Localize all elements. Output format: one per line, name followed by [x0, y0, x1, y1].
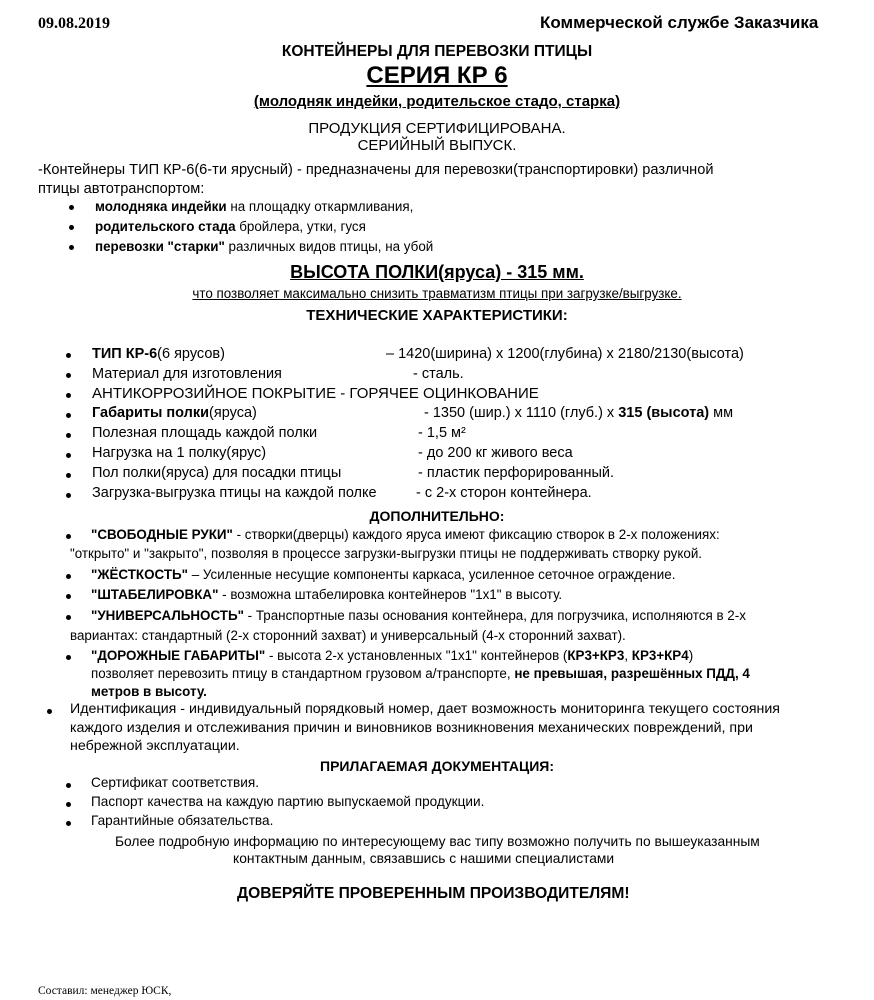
bullet-icon	[69, 205, 74, 210]
series-subtitle-wrap	[0, 93, 874, 110]
spec-area-label: Полезная площадь каждой полки	[92, 425, 318, 441]
spec-shelf-dims-label: Габариты полки(яруса)	[92, 405, 257, 421]
bullet-icon	[69, 245, 74, 250]
bullet-icon	[66, 393, 71, 398]
bullet-icon	[66, 473, 71, 478]
intro-line-2: птицы автотранспортом:	[38, 181, 205, 197]
extra-free-hands-cont: "открыто" и "закрыто", позволяя в процессе загрузки-выгрузки птицы не поддерживать створку рукой.	[70, 546, 703, 561]
series-title: СЕРИЯ КР 6	[366, 62, 508, 89]
bullet-icon	[66, 534, 71, 539]
bullet-icon	[69, 225, 74, 230]
recipient-line: Коммерческой службе Заказчика	[540, 13, 819, 32]
spec-material-label: Материал для изготовления	[92, 366, 282, 382]
spec-area-value: - 1,5 м²	[418, 425, 466, 441]
extra-rigidity: "ЖЁСТКОСТЬ" – Усиленные несущие компоненты каркаса, усиленное сеточное ограждение.	[91, 567, 676, 582]
shelf-height-wrap	[0, 262, 874, 283]
spec-load-label: Нагрузка на 1 полку(ярус)	[92, 445, 267, 461]
docs-heading: ПРИЛАГАЕМАЯ ДОКУМЕНТАЦИЯ:	[320, 758, 554, 774]
extra-ident-cont: каждого изделия и отслеживания причин и виновников возникновения механических повреждений, при	[70, 720, 753, 736]
spec-coating: АНТИКОРРОЗИЙНОЕ ПОКРЫТИЕ - ГОРЯЧЕЕ ОЦИНКОВАНИЕ	[92, 385, 539, 402]
spec-floor-label: Пол полки(яруса) для посадки птицы	[92, 465, 342, 481]
spec-loading-value: - с 2-х сторон контейнера.	[416, 485, 592, 501]
certified-line: ПРОДУКЦИЯ СЕРТИФИЦИРОВАНА.	[308, 120, 566, 137]
docs-item: Сертификат соответствия.	[91, 775, 259, 790]
intro-item: молодняка индейки на площадку откармливания,	[95, 199, 414, 214]
bullet-icon	[66, 433, 71, 438]
intro-item: родительского стада бройлера, утки, гуся	[95, 219, 366, 234]
shelf-height-heading: ВЫСОТА ПОЛКИ(яруса) - 315 мм.	[290, 262, 584, 282]
bullet-icon	[66, 574, 71, 579]
extra-road: "ДОРОЖНЫЕ ГАБАРИТЫ" - высота 2-х установленных "1х1" контейнеров (КР3+КР3, КР3+КР4)	[91, 648, 694, 663]
spec-loading-label: Загрузка-выгрузка птицы на каждой полке	[92, 485, 377, 501]
bullet-icon	[66, 493, 71, 498]
extra-ident: Идентификация - индивидуальный порядковый номер, дает возможность мониторинга текущего состояния	[70, 701, 780, 717]
bullet-icon	[66, 615, 71, 620]
slogan: ДОВЕРЯЙТЕ ПРОВЕРЕННЫМ ПРОИЗВОДИТЕЛЯМ!	[237, 885, 630, 902]
contact-line-1: Более подробную информацию по интересующему вас типу возможно получить по вышеуказанным	[115, 834, 760, 849]
spec-material-value: - сталь.	[413, 366, 464, 382]
contact-line-2: контактным данным, связавшись с нашими специалистами	[233, 851, 615, 866]
bullet-icon	[47, 709, 52, 714]
extra-free-hands: "СВОБОДНЫЕ РУКИ" - створки(дверцы) каждого яруса имеют фиксацию створок в 2-х положениях:	[91, 527, 720, 542]
bullet-icon	[66, 783, 71, 788]
extra-road-cont-2: метров в высоту.	[91, 684, 207, 699]
extra-universal: "УНИВЕРСАЛЬНОСТЬ" - Транспортные пазы основания контейнера, для погрузчика, исполняются в 2-х	[91, 608, 746, 623]
spec-type-label: ТИП КР-6(6 ярусов)	[92, 346, 225, 362]
shelf-note-wrap	[0, 286, 874, 301]
extra-universal-cont: вариантах: стандартный (2-х сторонний захват) и универсальный (4-х сторонний захват).	[70, 628, 626, 643]
spec-load-value: - до 200 кг живого веса	[418, 445, 573, 461]
spec-type-value: – 1420(ширина) х 1200(глубина) х 2180/2130(высота)	[386, 346, 744, 362]
document-title: КОНТЕЙНЕРЫ ДЛЯ ПЕРЕВОЗКИ ПТИЦЫ	[281, 43, 593, 60]
spec-shelf-dims-value: - 1350 (шир.) х 1110 (глуб.) х 315 (высота) мм	[424, 405, 734, 421]
tech-heading: ТЕХНИЧЕСКИЕ ХАРАКТЕРИСТИКИ:	[306, 307, 568, 324]
intro-item: перевозки "старки" различных видов птицы, на убой	[95, 239, 434, 254]
extra-road-cont: позволяет перевозить птицу в стандартном грузовом а/транспорте, не превышая, разрешённых ПДД, 4	[91, 666, 750, 681]
docs-item: Гарантийные обязательства.	[91, 813, 274, 828]
docs-item: Паспорт качества на каждую партию выпускаемой продукции.	[91, 794, 485, 809]
bullet-icon	[66, 373, 71, 378]
bullet-icon	[66, 353, 71, 358]
bullet-icon	[66, 655, 71, 660]
compiled-by: Составил: менеджер ЮСК,	[38, 985, 172, 997]
shelf-height-note: что позволяет максимально снизить травматизм птицы при загрузке/выгрузке.	[192, 286, 682, 301]
bullet-icon	[66, 802, 71, 807]
bullet-icon	[66, 594, 71, 599]
spec-floor-value: - пластик перфорированный.	[418, 465, 615, 481]
serial-line: СЕРИЙНЫЙ ВЫПУСК.	[357, 137, 517, 154]
intro-line-1: -Контейнеры ТИП КР-6(6-ти ярусный) - предназначены для перевозки(транспортировки) различной	[38, 162, 714, 178]
document-date: 09.08.2019	[38, 15, 110, 32]
extra-heading: ДОПОЛНИТЕЛЬНО:	[369, 508, 505, 524]
bullet-icon	[66, 413, 71, 418]
extra-ident-cont-2: небрежной эксплуатации.	[70, 738, 240, 754]
extra-stacking: "ШТАБЕЛИРОВКА" - возможна штабелировка контейнеров "1х1" в высоту.	[91, 587, 563, 602]
series-subtitle: (молодняк индейки, родительское стадо, старка)	[253, 93, 621, 110]
bullet-icon	[66, 453, 71, 458]
bullet-icon	[66, 821, 71, 826]
series-title-wrap	[0, 62, 874, 90]
